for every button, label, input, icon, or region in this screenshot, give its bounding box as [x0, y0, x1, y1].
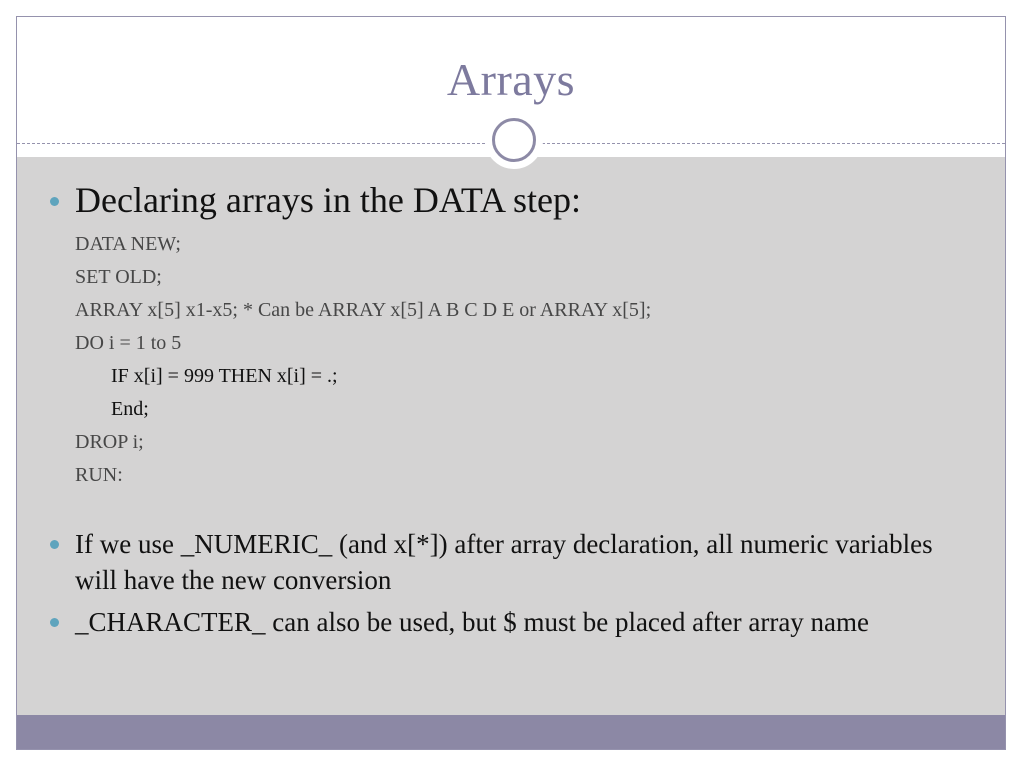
circle-ornament-icon — [485, 111, 543, 169]
character-bullet-text: _CHARACTER_ can also be used, but $ must be placed after array name — [75, 607, 870, 637]
bullet-dot — [50, 618, 59, 627]
code-line-6: End; — [111, 398, 149, 420]
code-line-4: DO i = 1 to 5 — [75, 332, 182, 354]
code-line-3: ARRAY x[5] x1-x5; * Can be ARRAY x[5] A B C D E or ARRAY x[5]; — [75, 299, 652, 321]
slide-frame — [16, 16, 1006, 750]
ring-icon — [492, 118, 536, 162]
code-line-5: IF x[i] = 999 THEN x[i] = .; — [111, 365, 338, 387]
code-line-2: SET OLD; — [75, 266, 162, 288]
numeric-bullet-text: If we use _NUMERIC_ (and x[*]) after array declaration, all numeric variables will have the new conversion — [75, 529, 933, 595]
code-line-7: DROP i; — [75, 431, 144, 453]
bullet-dot — [50, 540, 59, 549]
heading-bullet-text: Declaring arrays in the DATA step: — [75, 180, 581, 220]
bullet-dot — [50, 197, 59, 206]
slide-title: Arrays — [446, 54, 576, 105]
code-line-1: DATA NEW; — [75, 233, 181, 255]
content-area — [17, 157, 1005, 715]
footer-bar — [17, 715, 1005, 749]
code-line-8: RUN: — [75, 464, 123, 486]
